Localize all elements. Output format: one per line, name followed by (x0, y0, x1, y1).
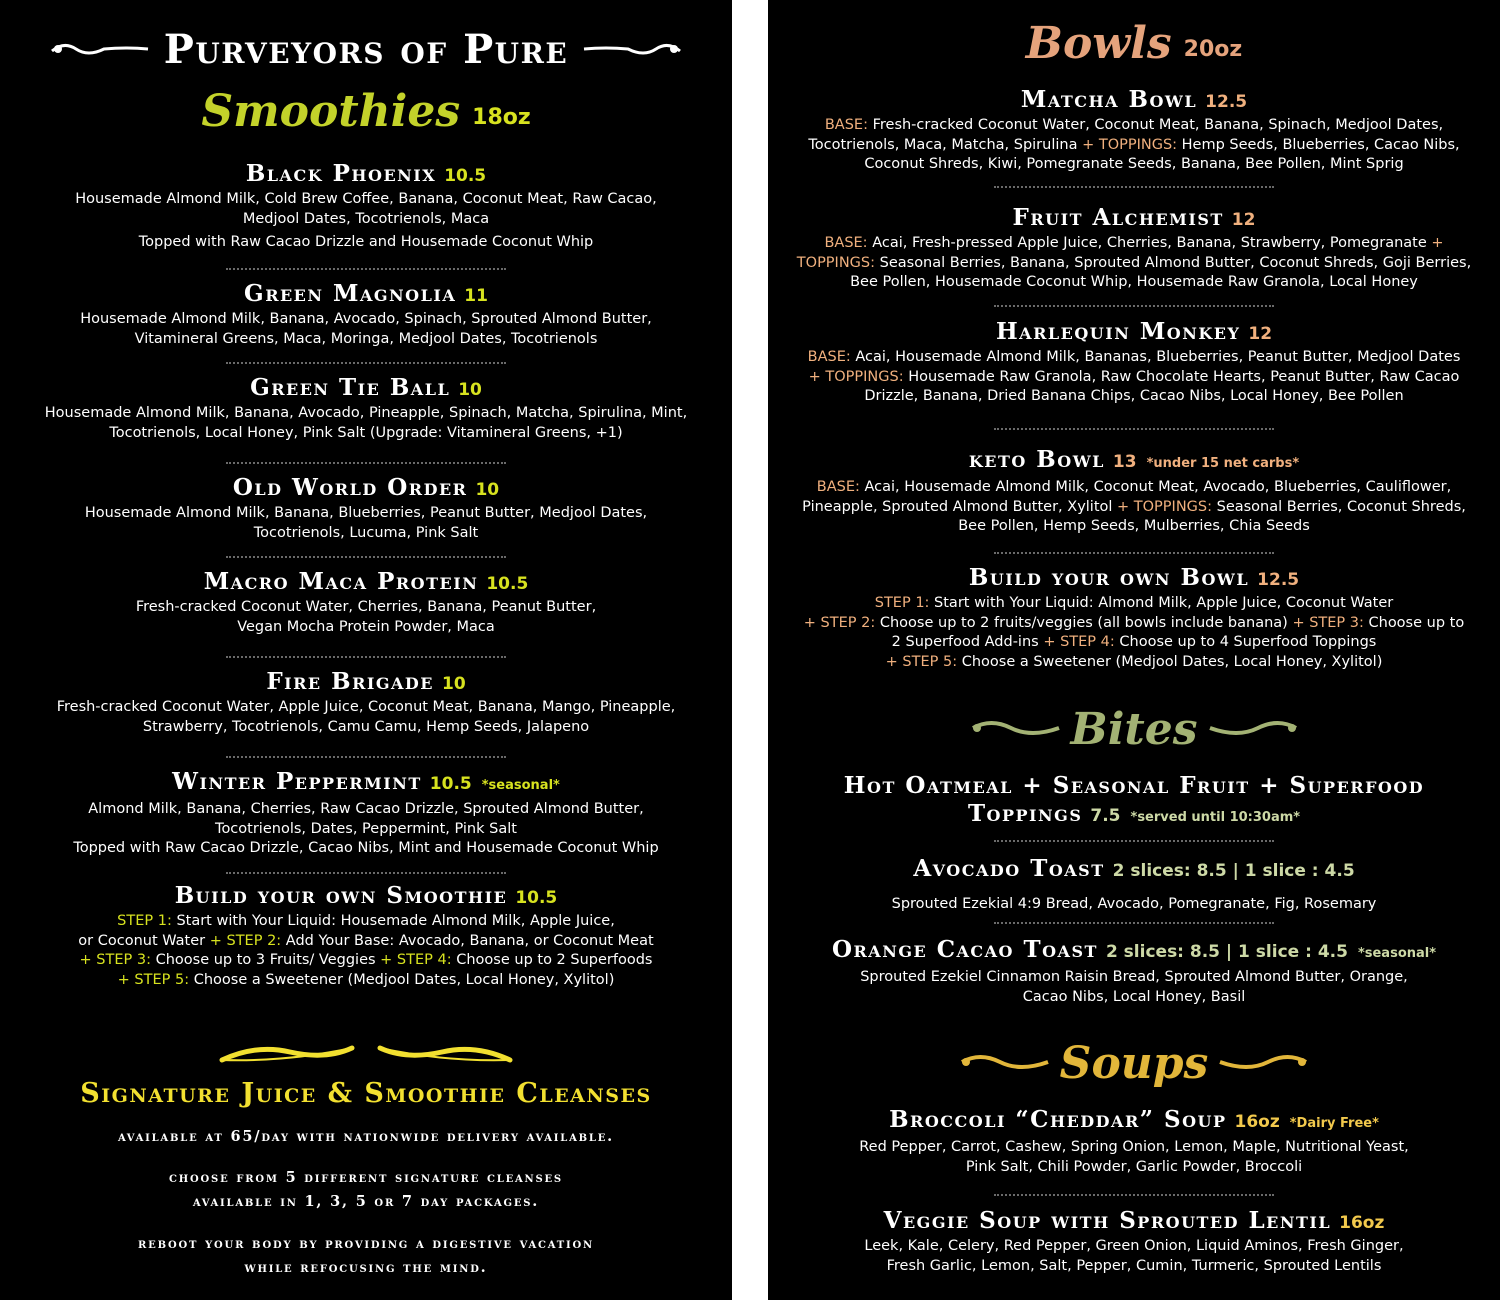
seasonal-note: *seasonal* (1357, 946, 1437, 961)
item-price: 10 (458, 380, 482, 400)
menu-item-green-tie-ball (0, 374, 732, 443)
divider (994, 922, 1274, 924)
build-step-line: 2 Superfood Add-ins + STEP 4: Choose up to 4 Superfood Toppings (891, 634, 1377, 650)
soups-header (768, 1038, 1500, 1089)
cleanse-line: reboot your body by providing a digestive vacation (138, 1235, 594, 1252)
bowls-panel (768, 0, 1500, 1300)
build-step-line: or Coconut Water + STEP 2: Add Your Base: Avocado, Banana, or Coconut Meat (78, 932, 654, 949)
item-price: 12 (1248, 324, 1273, 344)
item-description: Almond Milk, Banana, Cherries, Raw Cacao Drizzle, Sprouted Almond Butter, Tocotrienols, Dates, Peppermint, Pink Salt (88, 801, 644, 837)
bowls-title: Bowls (1025, 18, 1172, 69)
flourish-right-icon (582, 37, 682, 61)
item-description: Leek, Kale, Celery, Red Pepper, Green Onion, Liquid Aminos, Fresh Ginger, Fresh Garlic, Lemon, Salt, Pepper, Cumin, Turmeric, Sprouted Lentils (864, 1238, 1404, 1274)
divider (994, 1194, 1274, 1196)
item-price: 12.5 (1257, 570, 1300, 590)
item-description: BASE: Fresh-cracked Coconut Water, Coconut Meat, Banana, Spinach, Medjool Dates, Tocotrienols, Maca, Matcha, Spirulina + TOPPINGS: Hemp Seeds, Blueberries, Cacao Nibs, Coconut Shreds, Kiwi, Pomegranate Seeds, Banana, Bee Pollen, Mint Sprig (808, 117, 1460, 172)
build-step-line: + STEP 5: Choose a Sweetener (Medjool Dates, Local Honey, Xylitol) (885, 653, 1383, 670)
divider (226, 872, 506, 874)
item-price: 16oz (1339, 1213, 1385, 1233)
item-name: Fruit Alchemist (1012, 204, 1224, 231)
page-title: Purveyors of Pure (163, 25, 569, 73)
item-price: 12 (1231, 210, 1256, 230)
cleanse-line: available in 1, 3, 5 or 7 day packages. (192, 1193, 540, 1210)
bites-flourish-left-icon (971, 716, 1061, 744)
item-price: 2 slices: 8.5 | 1 slice : 4.5 (1112, 861, 1355, 881)
menu-item-build-smoothie (0, 882, 732, 990)
item-name: Winter Peppermint (172, 768, 422, 795)
menu-item-keto-bowl (768, 446, 1500, 537)
item-name: Green Magnolia (244, 280, 457, 307)
smoothies-size: 18oz (472, 105, 531, 130)
divider (226, 556, 506, 558)
soups-flourish-left-icon (960, 1050, 1050, 1078)
item-name: Veggie Soup with Sprouted Lentil (883, 1207, 1332, 1234)
item-description: Sprouted Ezekial 4:9 Bread, Avocado, Pomegranate, Fig, Rosemary (891, 896, 1377, 912)
menu-item-build-bowl (768, 564, 1500, 672)
cleanse-title: Signature Juice & Smoothie Cleanses (80, 1078, 652, 1109)
item-price: 10 (475, 480, 500, 500)
item-name: Old World Order (232, 474, 468, 501)
item-name: Avocado Toast (913, 855, 1105, 882)
item-price: 10.5 (515, 888, 558, 908)
menu-item-veggie-soup (768, 1207, 1500, 1276)
menu-item-old-world-order (0, 474, 732, 543)
bites-header (768, 704, 1500, 755)
item-name: Green Tie Ball (250, 374, 451, 401)
divider (226, 268, 506, 270)
divider (994, 552, 1274, 554)
item-description: Fresh-cracked Coconut Water, Apple Juice, Coconut Meat, Banana, Mango, Pineapple, Strawberry, Tocotrienols, Camu Camu, Hemp Seeds, Jalapeno (56, 699, 676, 735)
menu-item-macro-maca-protein (0, 568, 732, 637)
cleanse-line: choose from 5 different signature cleanses (169, 1169, 563, 1186)
cleanse-section (0, 1078, 732, 1109)
smoothies-panel (0, 0, 732, 1300)
item-description: BASE: Acai, Housemade Almond Milk, Bananas, Blueberries, Peanut Butter, Medjool Dates + TOPPINGS: Housemade Raw Granola, Raw Chocolate Hearts, Peanut Butter, Raw Cacao Drizzle, Banana, Dried Banana Chips, Cacao Nibs, Local Honey, Bee Pollen (807, 349, 1461, 404)
cleanse-line: while refocusing the mind. (244, 1259, 488, 1276)
flourish-left-icon (50, 37, 150, 61)
item-price: 7.5 (1090, 806, 1121, 826)
menu-item-broccoli-soup (768, 1106, 1500, 1177)
item-extra: Topped with Raw Cacao Drizzle, Cacao Nibs, Mint and Housemade Coconut Whip (73, 840, 659, 856)
page-banner (0, 22, 732, 76)
item-price: 12.5 (1205, 92, 1248, 112)
dairy-free-note: *Dairy Free* (1289, 1116, 1379, 1131)
item-price: 10.5 (444, 166, 487, 186)
build-step-line: + STEP 2: Choose up to 2 fruits/veggies (all bowls include banana) + STEP 3: Choose up to (803, 614, 1465, 631)
menu-item-hot-oatmeal (768, 772, 1500, 832)
divider (994, 186, 1274, 188)
seasonal-note: *seasonal* (481, 778, 560, 793)
item-description: Housemade Almond Milk, Banana, Avocado, Spinach, Sprouted Almond Butter, Vitamineral Greens, Maca, Moringa, Medjool Dates, Tocotrienols (80, 311, 652, 347)
soups-title: Soups (1059, 1038, 1209, 1089)
divider (994, 840, 1274, 842)
item-name: Build your own Bowl (968, 564, 1250, 591)
item-description: Housemade Almond Milk, Banana, Avocado, Pineapple, Spinach, Matcha, Spirulina, Mint, Tocotrienols, Local Honey, Pink Salt (Upgrade: Vitamineral Greens, +1) (44, 405, 688, 441)
item-name: Macro Maca Protein (203, 568, 479, 595)
bites-flourish-right-icon (1208, 716, 1298, 744)
divider (226, 462, 506, 464)
menu-item-winter-peppermint (0, 768, 732, 859)
item-price: 10 (442, 674, 466, 694)
soups-flourish-right-icon (1218, 1050, 1308, 1078)
menu-item-fruit-alchemist (768, 204, 1500, 293)
menu-item-matcha-bowl (768, 86, 1500, 175)
bowls-header (768, 18, 1500, 69)
item-price: 11 (464, 286, 488, 306)
menu-item-harlequin-monkey (768, 318, 1500, 407)
item-name: Matcha Bowl (1020, 86, 1198, 113)
menu-item-black-phoenix (0, 160, 732, 253)
divider (994, 305, 1274, 307)
build-step-line: + STEP 5: Choose a Sweetener (Medjool Dates, Local Honey, Xylitol) (117, 971, 615, 988)
menu-item-avocado-toast (768, 855, 1500, 915)
item-price: 13 (1112, 452, 1137, 472)
item-name: Fire Brigade (266, 668, 434, 695)
divider (226, 756, 506, 758)
build-step-line: + STEP 3: Choose up to 3 Fruits/ Veggies + STEP 4: Choose up to 2 Superfoods (79, 952, 653, 968)
served-note: *served until 10:30am* (1130, 810, 1301, 825)
item-price: 16oz (1234, 1112, 1280, 1132)
cleanse-ornament-icon (0, 1040, 732, 1070)
item-name: keto Bowl (968, 446, 1105, 473)
item-name: Build your own Smoothie (174, 882, 508, 909)
item-name-cont: Toppings (967, 800, 1083, 827)
divider (226, 656, 506, 658)
item-name: Orange Cacao Toast (831, 936, 1098, 963)
divider (994, 428, 1274, 430)
item-description: BASE: Acai, Fresh-pressed Apple Juice, Cherries, Banana, Strawberry, Pomegranate + TOPPINGS: Seasonal Berries, Banana, Sprouted Almond Butter, Coconut Shreds, Goji Berries, Bee Pollen, Housemade Coconut Whip, Housemade Raw Granola, Local Honey (796, 235, 1472, 290)
build-step-line: STEP 1: Start with Your Liquid: Almond Milk, Apple Juice, Coconut Water (874, 595, 1394, 611)
smoothies-title: Smoothies (201, 86, 461, 137)
bites-title: Bites (1070, 704, 1198, 755)
keto-note: *under 15 net carbs* (1146, 456, 1300, 471)
item-name: Harlequin Monkey (995, 318, 1241, 345)
item-name: Black Phoenix (245, 160, 437, 187)
build-step-line: STEP 1: Start with Your Liquid: Housemade Almond Milk, Apple Juice, (117, 913, 615, 929)
item-price: 10.5 (429, 774, 472, 794)
item-description: Sprouted Ezekiel Cinnamon Raisin Bread, Sprouted Almond Butter, Orange, Cacao Nibs, Local Honey, Basil (860, 969, 1408, 1005)
menu-item-fire-brigade (0, 668, 732, 737)
item-price: 10.5 (486, 574, 529, 594)
item-description: Fresh-cracked Coconut Water, Cherries, Banana, Peanut Butter, Vegan Mocha Protein Powder, Maca (135, 599, 597, 635)
menu-item-orange-cacao-toast (768, 936, 1500, 1007)
bowls-size: 20oz (1183, 37, 1243, 62)
menu-item-green-magnolia (0, 280, 732, 349)
item-name: Hot Oatmeal + Seasonal Fruit + Superfood (843, 772, 1425, 799)
item-description: BASE: Acai, Housemade Almond Milk, Coconut Meat, Avocado, Blueberries, Cauliflower, Pineapple, Sprouted Almond Butter, Xylitol + TOPPINGS: Seasonal Berries, Coconut Shreds, Bee Pollen, Hemp Seeds, Mulberries, Chia Seeds (802, 479, 1466, 534)
item-description: Housemade Almond Milk, Banana, Blueberries, Peanut Butter, Medjool Dates, Tocotrienols, Lucuma, Pink Salt (84, 505, 648, 541)
divider (226, 362, 506, 364)
item-price: 2 slices: 8.5 | 1 slice : 4.5 (1105, 942, 1348, 962)
item-name: Broccoli “Cheddar” Soup (889, 1106, 1227, 1133)
smoothies-header (0, 86, 732, 137)
item-extra: Topped with Raw Cacao Drizzle and Housemade Coconut Whip (138, 234, 594, 250)
cleanse-line: available at 65/day with nationwide delivery available. (117, 1128, 615, 1145)
item-description: Housemade Almond Milk, Cold Brew Coffee, Banana, Coconut Meat, Raw Cacao, Medjool Dates, Tocotrienols, Maca (75, 191, 657, 227)
item-description: Red Pepper, Carrot, Cashew, Spring Onion, Lemon, Maple, Nutritional Yeast, Pink Salt, Chili Powder, Garlic Powder, Broccoli (859, 1139, 1409, 1175)
